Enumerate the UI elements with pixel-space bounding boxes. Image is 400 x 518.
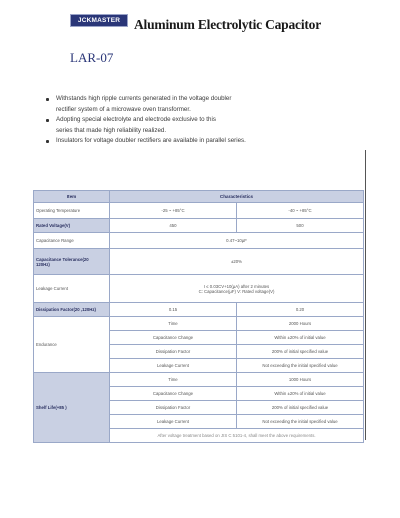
- header-characteristics: Characteristics: [110, 191, 364, 203]
- row-label: Leakage Current: [34, 275, 110, 303]
- row-label: Shelf Life(+85 ): [34, 373, 110, 443]
- cell: 500: [237, 219, 364, 233]
- feature-item: [44, 126, 344, 137]
- feature-item: [44, 105, 344, 116]
- row-label-line: 120Hz): [36, 261, 50, 267]
- row-label: Dissipation Factor(20 ,120Hz): [34, 303, 110, 317]
- cell: Leakage Current: [110, 415, 237, 429]
- cell: 2000 Hours: [237, 317, 364, 331]
- model-number: LAR-07: [70, 50, 114, 65]
- leakage-line: I ≤ 0.03CV+10(μA) after 2 minutes: [203, 283, 270, 289]
- cell: Capacitance Change: [110, 331, 237, 345]
- cell: -25 ~ +85°C: [110, 203, 237, 219]
- table-header-row: [34, 191, 364, 203]
- brand-logo: JCKMASTER: [70, 14, 128, 27]
- cell: 1000 Hours: [237, 373, 364, 387]
- cell: Not exceeding the initial specified value: [237, 415, 364, 429]
- table-row: [34, 249, 364, 275]
- cell: 450: [110, 219, 237, 233]
- feature-text: Insulators for voltage doubler rectifiers are available in parallel series.: [56, 137, 246, 144]
- cell: Dissipation Factor: [110, 401, 237, 415]
- feature-text: series that made high reliability realized.: [56, 126, 167, 134]
- bullet-icon: [46, 140, 49, 143]
- table-row: [34, 219, 364, 233]
- row-label: Capacitance Range: [34, 233, 110, 249]
- header-item: Item: [34, 191, 110, 203]
- cell: 0.47~10μF: [110, 233, 364, 249]
- cell: Capacitance Change: [110, 387, 237, 401]
- row-label-line: Capacitance Tolerance(20: [36, 256, 89, 262]
- feature-text: Withstands high ripple currents generated in the voltage doubler: [56, 95, 232, 102]
- row-label: Rated Voltage(V): [34, 219, 110, 233]
- table-row: [34, 275, 364, 303]
- bullet-icon: [46, 119, 49, 122]
- cell: Dissipation Factor: [110, 345, 237, 359]
- shelf-note: After voltage treatment based on JIS C 5101-4, shall meet the above requirements.: [110, 429, 364, 443]
- row-label: Operating Temperature: [34, 203, 110, 219]
- spec-table: [33, 190, 364, 443]
- feature-item: [44, 115, 344, 126]
- document-title: Aluminum Electrolytic Capacitor: [134, 17, 322, 32]
- feature-text: Adopting special electrolyte and electrode exclusive to this: [56, 116, 216, 123]
- table-row: [34, 203, 364, 219]
- row-label: [34, 249, 110, 275]
- feature-item: [44, 94, 344, 105]
- cell: 200% of initial specified value: [237, 401, 364, 415]
- table-row: [34, 317, 364, 331]
- row-label: Endurance: [34, 317, 110, 373]
- cell: -40 ~ +85°C: [237, 203, 364, 219]
- feature-list: [44, 94, 344, 147]
- cell: 200% of initial specified value: [237, 345, 364, 359]
- table-row: [34, 233, 364, 249]
- feature-text: rectifier system of a microwave oven transformer.: [56, 105, 191, 113]
- leakage-line: C: Capacitance(μF) V: Rated voltage(V): [198, 288, 275, 294]
- cell: 0.20: [237, 303, 364, 317]
- table-row: [34, 303, 364, 317]
- cell: Within ±20% of initial value: [237, 331, 364, 345]
- feature-item: [44, 136, 344, 147]
- cell: Time: [110, 317, 237, 331]
- cell: Time: [110, 373, 237, 387]
- cell: ±20%: [110, 249, 364, 275]
- bullet-icon: [46, 98, 49, 101]
- table-row: [34, 373, 364, 387]
- cell: Within ±20% of initial value: [237, 387, 364, 401]
- cell: Leakage Current: [110, 359, 237, 373]
- cell: [110, 275, 364, 303]
- cell: Not exceeding the initial specified value: [237, 359, 364, 373]
- cell: 0.15: [110, 303, 237, 317]
- page-margin-rule: [365, 150, 366, 440]
